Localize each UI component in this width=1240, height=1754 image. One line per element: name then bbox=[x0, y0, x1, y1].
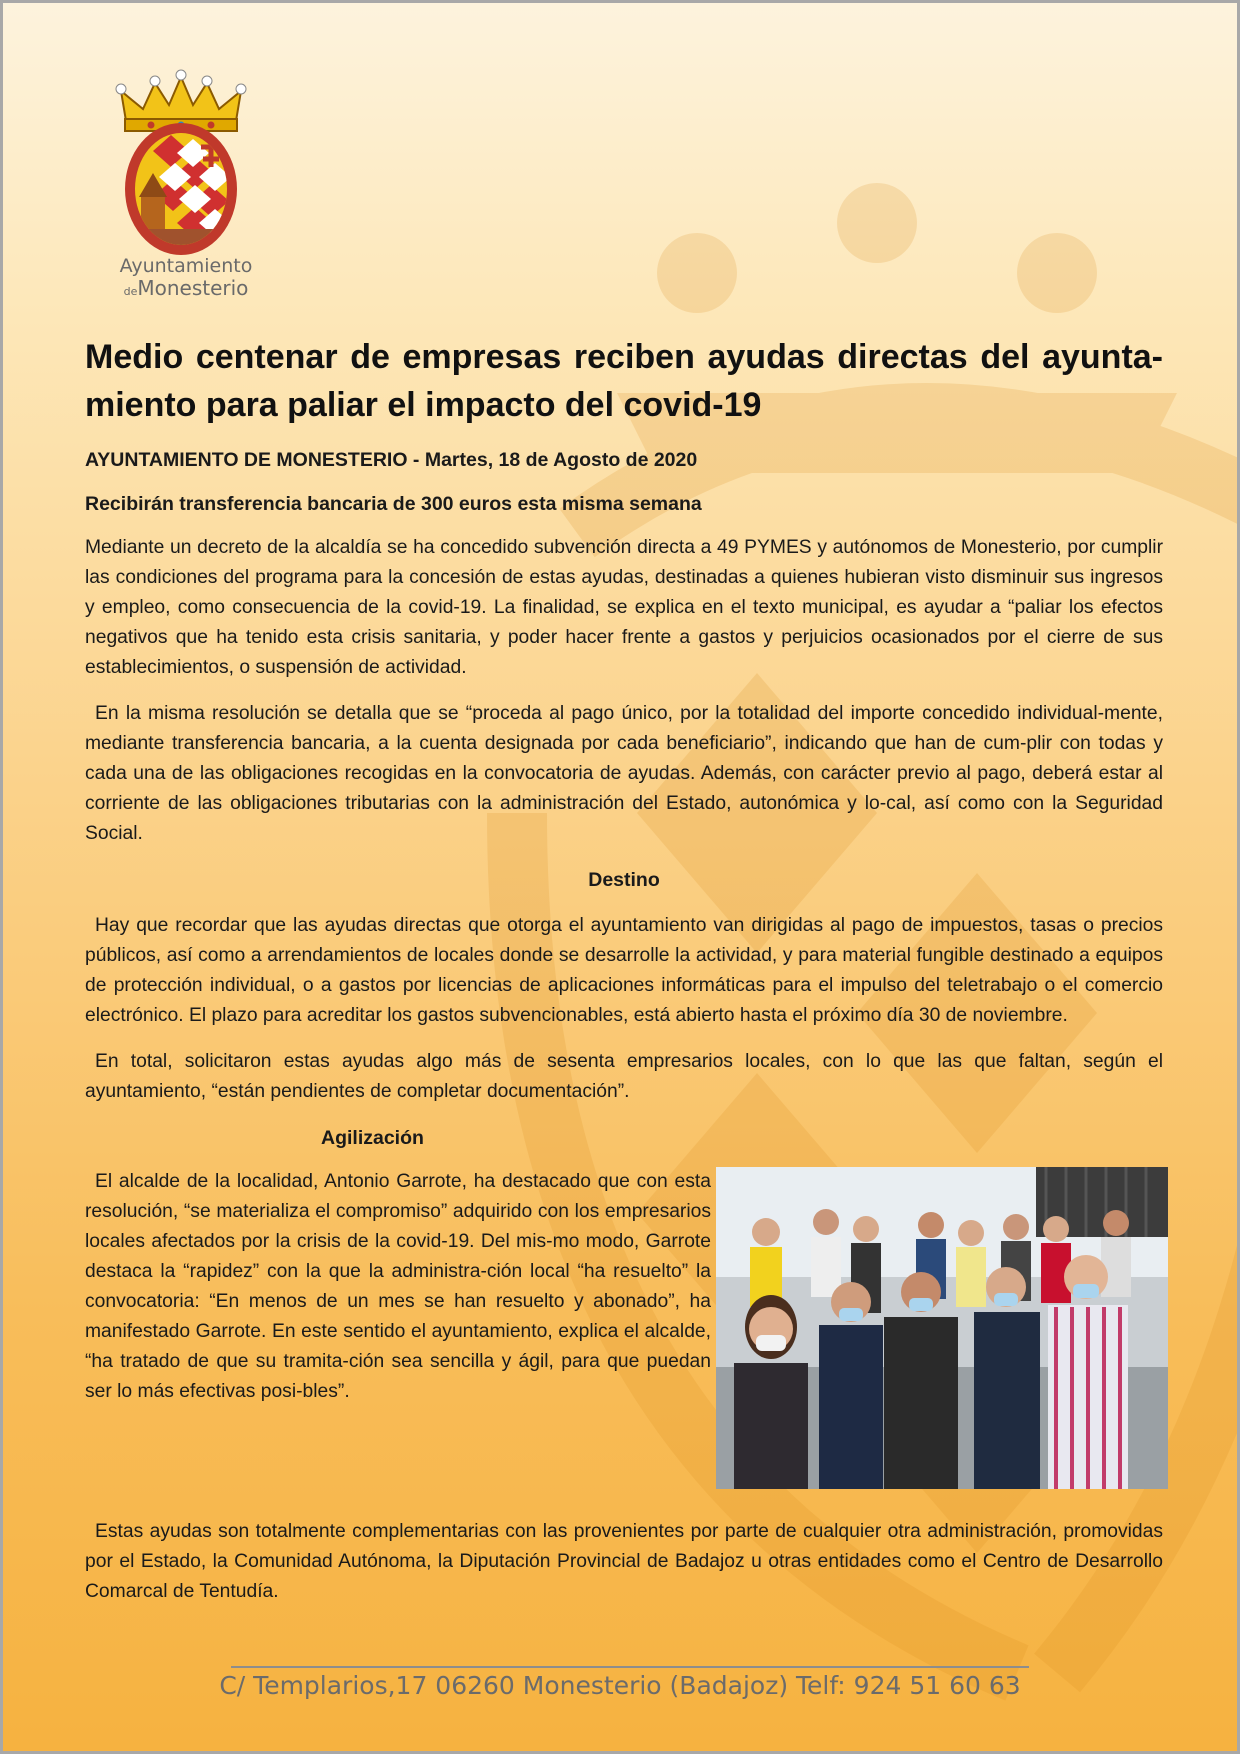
section-heading-destino: Destino bbox=[588, 869, 660, 891]
group-photo bbox=[716, 1167, 1168, 1489]
logo-line1: Ayuntamiento bbox=[119, 255, 253, 277]
paragraph-2: En la misma resolución se detalla que se “proceda al pago único, por la totalidad del importe concedido individual-mente, mediante transferencia bancaria, a la cuenta designada por cada beneficiario”, indicando que han de cum-plir con todas y cada una de las obligaciones recogidas en la convocatoria de ayudas. Además, con carácter previo al pago, deberá estar al corriente de las obligaciones tributarias con la administración del Estado, autonómica y lo-cal, así como con la Seguridad Social. bbox=[85, 703, 1163, 844]
article bbox=[85, 333, 1163, 1607]
article-title: Medio centenar de empresas reciben ayudas directas del ayunta-miento para paliar el impacto del covid-19 bbox=[85, 338, 1163, 424]
logo-text bbox=[111, 255, 261, 303]
paragraph-4: En total, solicitaron estas ayudas algo más de sesenta empresarios locales, con lo que las que faltan, según el ayuntamiento, “están pendientes de completar documentación”. bbox=[85, 1051, 1163, 1102]
footer-address: C/ Templarios,17 06260 Monesterio (Badajoz) Telf: 924 51 60 63 bbox=[219, 1671, 1021, 1700]
logo-line2: deMonesterio bbox=[123, 276, 249, 300]
paragraph-3: Hay que recordar que las ayudas directas que otorga el ayuntamiento van dirigidas al pago de impuestos, tasas o precios públicos, así como a arrendamientos de locales donde se desarrolle la actividad, y para material fungible destinado a equipos de protección individual, o a gastos por licencias de aplicaciones informáticas para el impulso del teletrabajo o el comercio electrónico. El plazo para acreditar los gastos subvencionables, está abierto hasta el próximo día 30 de noviembre. bbox=[85, 915, 1163, 1026]
section-heading-agilizacion: Agilización bbox=[321, 1127, 424, 1149]
paragraph-5: El alcalde de la localidad, Antonio Garrote, ha destacado que con esta resolución, “se materializa el compromiso” adquirido con los empresarios locales afectados por la crisis de la covid-19. Del mis-mo modo, Garrote destaca la “rapidez” con la que la administra-ción local “ha resuelto” la convocatoria: “En menos de un mes se han resuelto y abonado”, ha manifestado Garrote. En este sentido el ayuntamiento, explica el alcalde, “ha tratado de que su tramita-ción sea sencilla y ágil, para que puedan ser lo más efectivas posi-bles”. bbox=[85, 1171, 711, 1402]
municipal-logo bbox=[111, 69, 251, 301]
group-photo-masked-people-icon bbox=[716, 1167, 1168, 1489]
article-subhead: Recibirán transferencia bancaria de 300 euros esta misma semana bbox=[85, 493, 702, 515]
article-dateline: AYUNTAMIENTO DE MONESTERIO - Martes, 18 de Agosto de 2020 bbox=[85, 449, 698, 471]
coat-of-arms-icon bbox=[111, 69, 251, 261]
paragraph-1: Mediante un decreto de la alcaldía se ha concedido subvención directa a 49 PYMES y autónomos de Monesterio, por cumplir las condiciones del programa para la concesión de estas ayudas, destinadas a quienes hubieran visto disminuir sus ingresos y empleo, como consecuencia de la covid-19. La finalidad, se explica en el texto municipal, es ayudar a “paliar los efectos negativos que ha tenido esta crisis sanitaria, y poder hacer frente a gastos y perjuicios ocasionados por el cierre de sus establecimientos, o suspensión de actividad. bbox=[85, 537, 1163, 678]
paragraph-6: Estas ayudas son totalmente complementarias con las provenientes por parte de cualquier otra administración, promovidas por el Estado, la Comunidad Autónoma, la Diputación Provincial de Badajoz u otras entidades como el Centro de Desarrollo Comarcal de Tentudía. bbox=[85, 1521, 1163, 1602]
agilizacion-block bbox=[85, 1167, 1163, 1497]
